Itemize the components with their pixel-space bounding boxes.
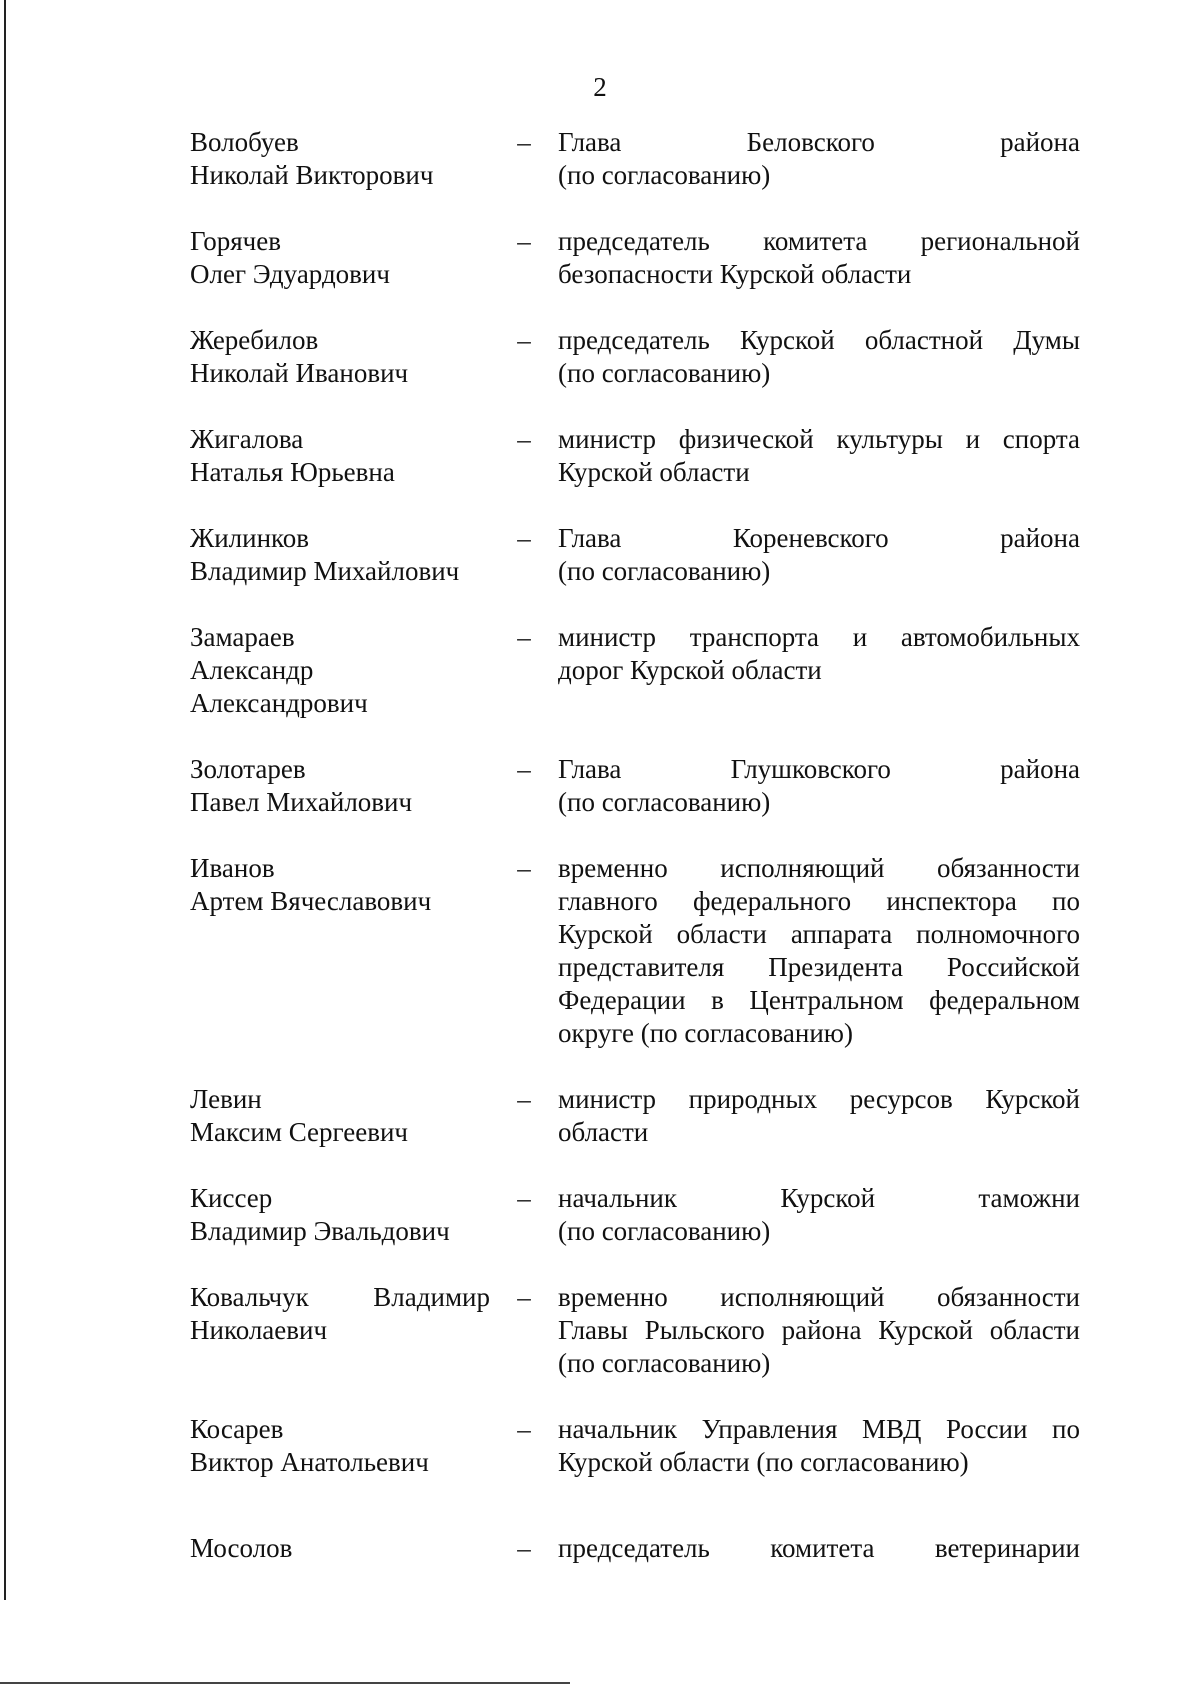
member-name-line: Золотарев xyxy=(190,754,306,784)
member-entry xyxy=(190,1281,1080,1380)
member-position xyxy=(558,522,1080,588)
member-entry xyxy=(190,1532,1080,1565)
member-position-line: безопасности Курской области xyxy=(558,259,912,289)
member-name xyxy=(190,621,490,720)
member-name-line: Олег Эдуардович xyxy=(190,259,390,289)
member-name-line: Косарев xyxy=(190,1414,284,1444)
dash-separator: – xyxy=(517,1533,531,1563)
member-name xyxy=(190,1083,490,1149)
member-entry xyxy=(190,1083,1080,1149)
page-number: 2 xyxy=(593,72,607,102)
dash-separator: – xyxy=(517,853,531,883)
member-position xyxy=(558,1413,1080,1479)
member-position xyxy=(558,753,1080,819)
member-position-line: (по согласованию) xyxy=(558,160,771,190)
member-position-line: министр транспорта и автомобильных xyxy=(558,622,1080,652)
member-position-line: временно исполняющий обязанности xyxy=(558,853,1080,883)
member-name-line: Жигалова xyxy=(190,424,304,454)
member-position-line: Федерации в Центральном федеральном xyxy=(558,985,1080,1015)
member-name-line: Киссер xyxy=(190,1183,273,1213)
members-list xyxy=(190,126,1080,1598)
member-position-line: Глава Кореневского района xyxy=(558,523,1080,553)
member-position-line: Глава Глушковского района xyxy=(558,754,1080,784)
member-name-line: Александрович xyxy=(190,688,368,718)
member-position xyxy=(558,1281,1080,1380)
member-position-line: (по согласованию) xyxy=(558,556,771,586)
member-name-line: Павел Михайлович xyxy=(190,787,413,817)
member-name xyxy=(190,423,490,489)
member-name-line: Замараев xyxy=(190,622,295,652)
member-position-line: министр физической культуры и спорта xyxy=(558,424,1080,454)
member-position-line: области xyxy=(558,1117,649,1147)
member-name xyxy=(190,852,490,1050)
member-position-line: дорог Курской области xyxy=(558,655,822,685)
member-entry xyxy=(190,522,1080,588)
member-name-line: Максим Сергеевич xyxy=(190,1117,408,1147)
member-position xyxy=(558,126,1080,192)
member-entry xyxy=(190,126,1080,192)
member-position-line: Курской области аппарата полномочного xyxy=(558,919,1080,949)
member-name-line: Левин xyxy=(190,1084,262,1114)
member-position xyxy=(558,225,1080,291)
scan-edge-bottom xyxy=(0,1682,570,1684)
member-name xyxy=(190,1182,490,1248)
member-position-line: округе (по согласованию) xyxy=(558,1018,853,1048)
member-entry xyxy=(190,324,1080,390)
member-name-line: Жилинков xyxy=(190,523,310,553)
member-position xyxy=(558,324,1080,390)
member-position xyxy=(558,621,1080,720)
dash-separator: – xyxy=(517,1183,531,1213)
member-position-line: председатель Курской областной Думы xyxy=(558,325,1080,355)
member-name-line: Артем Вячеславович xyxy=(190,886,432,916)
member-position xyxy=(558,852,1080,1050)
member-name-line: Наталья Юрьевна xyxy=(190,457,395,487)
scan-edge-left xyxy=(4,0,6,1600)
member-entry xyxy=(190,621,1080,720)
dash-separator: – xyxy=(517,325,531,355)
member-position-line: начальник Курской таможни xyxy=(558,1183,1080,1213)
member-position-line: временно исполняющий обязанности xyxy=(558,1282,1080,1312)
member-entry xyxy=(190,852,1080,1050)
member-position-line: Курской области (по согласованию) xyxy=(558,1447,969,1477)
member-position-line: начальник Управления МВД России по xyxy=(558,1414,1080,1444)
member-name xyxy=(190,225,490,291)
member-entry xyxy=(190,423,1080,489)
member-name xyxy=(190,1281,490,1380)
member-position-line: (по согласованию) xyxy=(558,787,771,817)
member-name-line: Владимир Михайлович xyxy=(190,556,460,586)
dash-separator: – xyxy=(517,1084,531,1114)
member-entry xyxy=(190,753,1080,819)
dash-separator: – xyxy=(517,523,531,553)
member-position xyxy=(558,1083,1080,1149)
dash-separator: – xyxy=(517,1282,531,1312)
member-name-line: Иванов xyxy=(190,853,275,883)
member-position-line: (по согласованию) xyxy=(558,1348,771,1378)
dash-separator: – xyxy=(517,754,531,784)
dash-separator: – xyxy=(517,127,531,157)
dash-separator: – xyxy=(517,622,531,652)
member-entry xyxy=(190,1413,1080,1479)
member-position-line: Курской области xyxy=(558,457,750,487)
member-position xyxy=(558,1532,1080,1565)
member-name-line: Николаевич xyxy=(190,1315,328,1345)
member-position-line: (по согласованию) xyxy=(558,358,771,388)
member-name-line: Мосолов xyxy=(190,1533,293,1563)
member-name-line: Николай Иванович xyxy=(190,358,409,388)
member-name xyxy=(190,753,490,819)
member-name-line: Горячев xyxy=(190,226,281,256)
member-position xyxy=(558,423,1080,489)
member-position-line: представителя Президента Российской xyxy=(558,952,1080,982)
member-name-line: Александр xyxy=(190,655,314,685)
member-name-line: Николай Викторович xyxy=(190,160,434,190)
member-position-line: (по согласованию) xyxy=(558,1216,771,1246)
member-position-line: главного федерального инспектора по xyxy=(558,886,1080,916)
dash-separator: – xyxy=(517,226,531,256)
member-name xyxy=(190,522,490,588)
dash-separator: – xyxy=(517,1414,531,1444)
member-position-line: председатель комитета региональной xyxy=(558,226,1080,256)
member-name xyxy=(190,1532,490,1565)
member-name-line: Волобуев xyxy=(190,127,299,157)
member-entry xyxy=(190,1182,1080,1248)
member-position xyxy=(558,1182,1080,1248)
member-name xyxy=(190,126,490,192)
member-name-line: Ковальчук Владимир xyxy=(190,1282,490,1312)
member-position-line: председатель комитета ветеринарии xyxy=(558,1533,1080,1563)
member-position-line: министр природных ресурсов Курской xyxy=(558,1084,1080,1114)
member-name-line: Владимир Эвальдович xyxy=(190,1216,450,1246)
member-position-line: Глава Беловского района xyxy=(558,127,1080,157)
member-name-line: Виктор Анатольевич xyxy=(190,1447,429,1477)
member-position-line: Главы Рыльского района Курской области xyxy=(558,1315,1080,1345)
member-name-line: Жеребилов xyxy=(190,325,319,355)
member-name xyxy=(190,1413,490,1479)
dash-separator: – xyxy=(517,424,531,454)
member-entry xyxy=(190,225,1080,291)
member-name xyxy=(190,324,490,390)
